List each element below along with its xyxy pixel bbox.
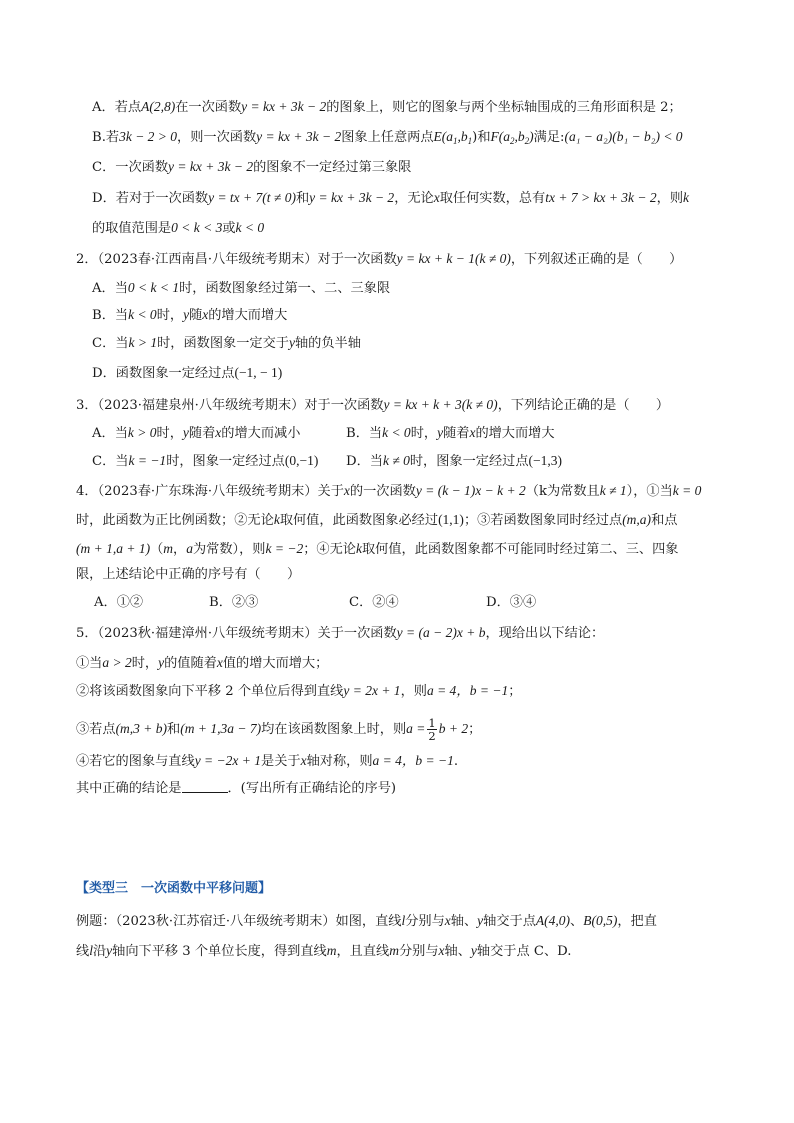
subscript: 2 [510,136,515,146]
section-heading: 【类型三 一次函数中平移问题】 [76,881,272,896]
example-line-2 [76,942,571,961]
var: y [182,425,189,440]
equation-rhs: b + 2 [438,721,469,736]
var: a [186,541,193,556]
text: 时， [156,426,183,441]
function: y = kx + 3k − 2 [309,190,395,205]
text: ，现给出以下结论： [485,626,605,641]
var: l [89,943,93,958]
function: y = kx + 3k − 2 [168,159,254,174]
text: 限，上述结论中正确的序号有（ ） [76,567,301,582]
point-a: A(2,8) [141,99,176,114]
q2-option-a [92,279,390,298]
point: (m + 1,3a − 7) [180,721,262,736]
text: C．当 [92,454,129,469]
var: x [300,753,307,768]
text: ，且直线 [336,944,390,959]
text: ③若点 [76,722,116,737]
q4-line-3 [76,540,678,559]
text: 的图象上，则它的图象与两个坐标轴围成的三角形面积是 2； [326,100,682,115]
text: 随着 [443,426,470,441]
inequality: tx + 7 > kx + 3k − 2 [545,190,657,205]
text: 时，图象一定经过点 [409,454,529,469]
text: 是关于 [261,754,301,769]
text: ， [173,542,187,557]
text: A．当 [92,281,128,296]
point-f [491,129,534,144]
function: y = kx + k + 3(k ≠ 0) [383,397,498,412]
text: E(a [433,129,454,144]
denominator: 2 [428,729,436,743]
text: ,b [514,129,525,144]
text: 线 [76,944,90,959]
condition: k < 0 [128,307,157,322]
text: 图象上任意两点 [341,130,434,145]
text: ) [529,129,534,144]
q3-option-a [92,426,300,441]
text: 的一次函数 [349,484,416,499]
var: y [183,307,190,322]
fraction [427,717,436,742]
q2-option-b [92,306,287,325]
option-c: C．②④ [349,595,399,610]
text: C．当 [92,336,129,351]
option-a: A．①② [94,595,144,610]
subscript: 1 [453,136,458,146]
text: 随 [189,308,203,323]
q5-conclusion-3 [76,716,481,743]
point-e [434,129,473,144]
text: 取何值，此函数图象都不可能同时经过第二、三、四象 [361,542,679,557]
condition: a > 2 [102,655,132,670]
var: l [401,913,406,928]
var: y [106,943,113,958]
text: 或 [222,221,236,236]
q1-option-a [92,98,682,117]
text: 轴的负半轴 [294,336,361,351]
text: ； [508,684,522,699]
values: a = 4，b = −1 [426,683,509,698]
text: D．当 [346,454,383,469]
text: ,b [457,129,468,144]
text: （k为常数且 [525,484,600,499]
q5-conclusion-4 [76,752,458,771]
q4-options [94,594,574,612]
q4-line-2 [76,511,677,530]
q1-option-b [92,128,683,150]
text: ；③若函数图象同时经过点 [463,513,623,528]
text: 例题：（2023秋·江苏宿迁·八年级统考期末）如图，直线 [76,914,402,929]
text: . [453,754,459,769]
var: y [477,913,484,928]
text: 时，此函数为正比例函数；②无论 [76,513,274,528]
text: 轴向下平移 3 个单位长度，得到直线 [112,944,327,959]
point-a: A(4,0) [535,913,571,928]
text: 其中正确的结论是 [76,781,182,796]
text: 的图象不一定经过第三象限 [253,160,412,175]
text: ．(写出所有正确结论的序号) [227,781,397,796]
q5-tail [76,780,396,798]
condition: k < 0 [382,425,411,440]
var: k [683,190,690,205]
point: (m,3 + b) [115,721,168,736]
var: k [273,512,280,527]
var: x [433,190,440,205]
option-d: D．③④ [486,595,537,610]
q5-conclusion-1 [76,654,328,673]
text: 和 [167,722,181,737]
text: 5．（2023秋·福建漳州·八年级统考期末）关于一次函数 [76,626,397,641]
q1-option-c [92,158,411,177]
line-equation: y = −2x + 1 [194,753,262,768]
text: ），①当 [626,484,673,499]
text: 轴交于点 [483,914,536,929]
text: 分别与 [398,944,439,959]
text: 取何值，此函数图象必经过 [279,513,439,528]
text: 3．（2023·福建泉州·八年级统考期末）对于一次函数 [76,398,384,413]
text: ②将该函数图象向下平移 2 个单位后得到直线 [76,684,344,699]
text: ，下列叙述正确的是（ ） [510,252,683,267]
condition: k ≠ 1 [599,483,627,498]
text: 满足: [533,130,565,145]
point: (0,−1) [284,453,319,468]
q5-conclusion-2 [76,682,521,701]
text: 轴交于点 C、D. [476,944,572,959]
q1-option-d [92,189,689,208]
point: (m,a) [622,512,652,527]
var: x [444,913,451,928]
var: y [437,425,444,440]
text: 在一次函数 [175,100,242,115]
q5-stem [76,624,604,643]
text: ，下列结论正确的是（ ） [497,398,670,413]
condition: k = 0 [672,483,702,498]
var: y [158,655,165,670]
condition: k = −1 [128,453,167,468]
text: A．若点 [92,100,142,115]
text: 的增大而增大 [208,308,288,323]
q2-option-d [92,364,282,383]
q2-option-c [92,334,361,353]
var: m [326,943,337,958]
inequality: (a₁ − a₂)(b₁ − b₂) < 0 [564,129,683,144]
numerator: 1 [428,716,436,730]
text: 2．（2023春·江西南昌·八年级统考期末）对于一次函数 [76,252,397,267]
function: y = kx + 3k − 2 [241,99,327,114]
q4-line-4 [76,566,300,584]
text: 轴对称，则 [306,754,373,769]
var: x [216,655,223,670]
var: k [355,541,362,556]
text: 均在该函数图象上时，则 [261,722,407,737]
text: 分别与 [405,914,445,929]
text: 值的增大而增大； [222,656,329,671]
q2-stem [76,250,682,269]
line-equation: y = 2x + 1 [343,683,401,698]
text: 的值随着 [164,656,217,671]
function: y = kx + k − 1(k ≠ 0) [396,251,511,266]
condition: k ≠ 0 [382,453,410,468]
text: ；④无论 [303,542,356,557]
text: ，把直 [617,914,657,929]
text: B.若 [92,130,120,145]
range: 0 < k < 3 [171,220,223,235]
q3-options-row1 [92,424,300,443]
text: ，则一次函数 [177,130,257,145]
var: x [343,483,350,498]
text: 时， [410,426,438,441]
text: 的增大而增大 [475,426,555,441]
point-b: B(0,5) [583,913,618,928]
q3-option-d [346,452,562,471]
text: 的取值范围是 [92,221,172,236]
text: 和点 [651,513,678,528]
text: ； [468,722,482,737]
text: 时，图象一定经过点 [166,454,285,469]
function: y = tx + 7(t ≠ 0) [208,190,296,205]
condition: 0 < k < 1 [127,280,180,295]
text: 4．（2023春·广东珠海·八年级统考期末）关于 [76,484,344,499]
text: ，则 [656,191,684,206]
condition: k > 1 [128,335,158,350]
values: a = 4，b = −1 [372,753,454,768]
var: y [470,943,477,958]
text: 时，函数图象经过第一、二、三象限 [179,281,391,296]
condition: k > 0 [127,425,157,440]
text: 的增大而减小 [221,426,301,441]
subscript: 2 [524,136,530,146]
equation-lhs: a = [406,721,426,736]
subscript: 1 [467,136,473,146]
text: B．当 [346,426,383,441]
text: ，则 [400,684,427,699]
text: D．若对于一次函数 [92,191,209,206]
text: 轴、 [444,944,471,959]
text: 轴、 [450,914,478,929]
text: 时，函数图象一定交于 [157,336,289,351]
answer-blank[interactable] [182,780,228,793]
text: 、 [570,914,584,929]
text: 时， [156,308,184,323]
option-b: B．②③ [209,595,259,610]
text: ④若它的图象与直线 [76,754,195,769]
var: m [389,943,399,958]
var: x [215,425,222,440]
text: ①当 [76,656,103,671]
example-line-1 [76,912,657,931]
text: 为常数），则 [192,542,266,557]
text: B．当 [92,308,129,323]
point: (−1,3) [528,453,563,468]
q3-option-c [92,452,318,471]
var: x [469,425,476,440]
q4-line-1 [76,482,701,501]
q3-stem [76,396,669,415]
condition: k = −2 [265,541,304,556]
range: k < 0 [235,220,265,235]
var: m [163,541,174,556]
text: 时， [131,656,159,671]
var: x [438,943,445,958]
text: C．一次函数 [92,160,169,175]
text: 随着 [188,426,216,441]
text: A．当 [92,426,128,441]
text: （ [150,542,164,557]
text: 和 [295,191,310,206]
function: y = kx + 3k − 2 [256,129,342,144]
point: (−1, − 1) [234,365,283,380]
text: F(a [490,129,511,144]
function: y = (k − 1)x − k + 2 [415,483,526,498]
text: )和 [472,130,491,145]
text: 沿 [92,944,107,959]
text: D．函数图象一定经过点 [92,366,235,381]
q1-option-d-cont [92,219,264,238]
var: y [288,335,295,350]
text: ，无论 [394,191,434,206]
point: (1,1) [438,512,464,527]
text: 取任何实数，总有 [439,191,546,206]
q3-option-b [346,424,555,443]
condition: 3k − 2 > 0 [119,129,178,144]
var: x [202,307,209,322]
point: (m + 1,a + 1) [76,541,151,556]
function: y = (a − 2)x + b [396,625,486,640]
